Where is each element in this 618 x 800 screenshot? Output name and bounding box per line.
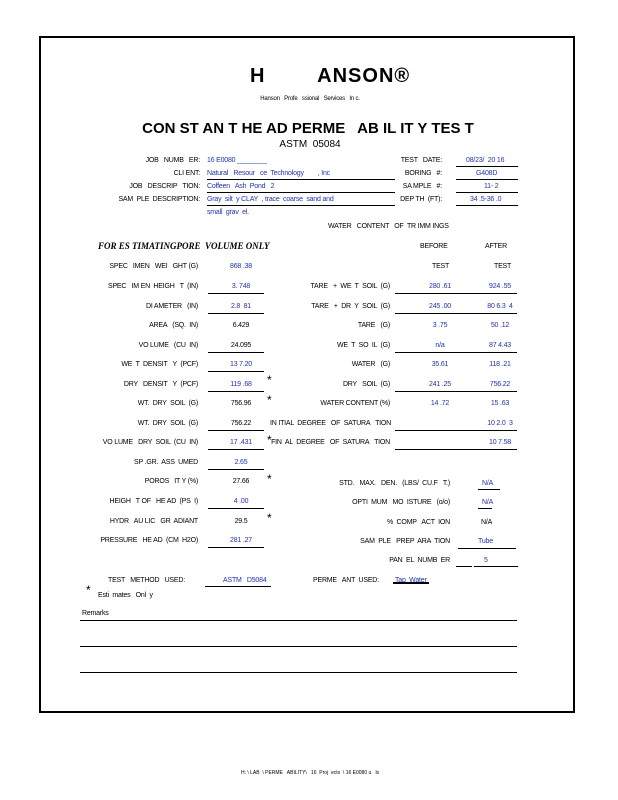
specimen-row-value: 4 .00 (233, 498, 249, 505)
specimen-row-value: 2.8 81 (230, 303, 251, 310)
specimen-row-value: 756.96 (230, 400, 252, 407)
before-test-label: TEST (432, 263, 450, 270)
water-row-after-value: 10 7.58 (489, 439, 511, 446)
specimen-row-underline (208, 371, 264, 372)
depth-underline (456, 205, 518, 206)
water-row-underline (395, 430, 517, 431)
specimen-row-label: DRY DENSIT Y (PCF) (123, 381, 198, 388)
panel-number-underline-left (456, 566, 472, 567)
boring-label: BORING #: (404, 170, 442, 177)
panel-number-underline (474, 566, 518, 567)
water-row-underline (395, 293, 517, 294)
test-method-value: ASTM D5084 (223, 577, 267, 584)
specimen-row-underline (208, 449, 264, 450)
water-row-label: WATER (G) (351, 361, 390, 368)
client-underline (207, 179, 395, 180)
specimen-row-underline (208, 508, 264, 509)
specimen-row-value: 119 .68 (230, 381, 252, 388)
permeant-label: PERME ANT USED: (313, 577, 379, 584)
water-row-label: IN ITIAL DEGREE OF SATURA TION (270, 420, 392, 427)
specimen-row-label: SPEC IM EN HEIGH T (IN) (107, 283, 198, 290)
test-method-underline (223, 586, 271, 587)
job-description-value: Coffeen Ash Pond 2 (207, 183, 275, 190)
water-row-label: FIN AL DEGREE OF SATURA TION (271, 439, 390, 446)
depth-value: 34 .5-36 .0 (470, 196, 502, 203)
water-row-after-value: 118 .21 (489, 361, 511, 368)
sample-description-value-2: small grav el. (207, 209, 249, 216)
specimen-row-value: 6.429 (232, 322, 250, 329)
test-method-underline-lead (205, 586, 223, 587)
water-row-before-value: 14 .72 (430, 400, 450, 407)
water-row-after-value: 10 2.0 3 (487, 420, 513, 427)
specimen-row-label: PRESSURE HE AD (CM H2O) (100, 537, 198, 544)
estimate-marker: * (267, 511, 272, 525)
water-row-after-value: 87 4.43 (489, 342, 511, 349)
specimen-row-label: VO LUME (CU IN) (138, 342, 198, 349)
specimen-row-value: 27.66 (232, 478, 250, 485)
panel-number-value: 5 (484, 557, 488, 564)
form-frame (39, 36, 575, 713)
compaction-label: % COMP ACT ION (386, 519, 450, 526)
water-row-before-value: 245 .00 (429, 303, 451, 310)
job-number-value: 16 E0080 ________ (207, 157, 267, 164)
specimen-row-label: WT. DRY SOIL (G) (137, 420, 198, 427)
water-row-label: TARE (G) (357, 322, 390, 329)
panel-number-label: PAN EL NUMB ER (389, 557, 450, 564)
specimen-row-underline (208, 293, 264, 294)
water-row-underline (395, 313, 517, 314)
job-description-underline (207, 192, 395, 193)
specimen-row-value: 17 .431 (230, 439, 252, 446)
client-value: Natural Resour ce Technology , Inc (207, 170, 330, 177)
water-row-after-value: 924 .55 (489, 283, 511, 290)
after-column-label: AFTER (485, 243, 507, 250)
water-row-after-value: 80 6.3 4 (487, 303, 513, 310)
optimum-moisture-label: OPTI MUM MO ISTURE (o/o) (352, 499, 450, 506)
specimen-row-underline (208, 313, 264, 314)
estimate-marker: * (86, 583, 91, 597)
water-row-before-value: n/a (435, 342, 445, 349)
specimen-row-underline (208, 547, 264, 548)
water-row-underline (395, 449, 517, 450)
test-date-underline (456, 166, 518, 167)
water-row-after-value: 15 .63 (490, 400, 510, 407)
compaction-value: N/A (481, 519, 493, 526)
specimen-row-value: 29.5 (234, 518, 248, 525)
specimen-row-value: 13 7.20 (230, 361, 252, 368)
water-row-underline (395, 391, 517, 392)
company-subtitle: Hanson Profe ssional Services In c. (260, 96, 360, 102)
specimen-row-label: AREA (SQ. IN) (149, 322, 198, 329)
specimen-row-underline (208, 352, 264, 353)
sample-number-value: 11- 2 (484, 183, 499, 190)
specimen-row-label: SP .GR. ASS UMED (134, 459, 198, 466)
water-content-trimmings-label: WATER CONTENT OF TR IMM INGS (328, 223, 449, 230)
water-row-before-value: 35.61 (431, 361, 449, 368)
water-row-before-value: 3 .75 (432, 322, 448, 329)
specimen-row-value: 2.65 (234, 459, 248, 466)
water-row-label: TARE + WE T SOIL (G) (310, 283, 390, 290)
estimate-marker: * (267, 373, 272, 387)
estimate-marker: * (267, 433, 272, 447)
estimating-label: FOR ES TIMATINGPORE VOLUME ONLY (98, 241, 270, 251)
specimen-row-underline (208, 430, 264, 431)
water-row-label: TARE + DR Y SOIL (G) (311, 303, 390, 310)
before-column-label: BEFORE (420, 243, 448, 250)
specimen-row-value: 24.095 (230, 342, 252, 349)
specimen-row-label: HEIGH T OF HE AD (PS I) (109, 498, 198, 505)
specimen-row-label: VO LUME DRY SOIL (CU IN) (102, 439, 198, 446)
specimen-row-label: DI AMETER (IN) (145, 303, 198, 310)
sample-description-label: SAM PLE DESCRIPTION: (118, 196, 200, 203)
test-method-label: TEST METHOD USED: (108, 577, 185, 584)
sample-preparation-value: Tube (478, 538, 493, 545)
water-row-label: WATER CONTENT (%) (320, 400, 390, 407)
remarks-line-2 (80, 646, 517, 647)
water-row-after-value: 756.22 (489, 381, 511, 388)
specimen-row-underline (208, 469, 264, 470)
client-label: CLI ENT: (173, 170, 200, 177)
sample-number-label: SA MPLE #: (402, 183, 442, 190)
specimen-row-label: HYDR AU LIC GR ADIANT (109, 518, 198, 525)
water-row-before-value: 241 .25 (429, 381, 451, 388)
water-row-after-value: 50 .12 (490, 322, 510, 329)
specimen-row-value: 281 .27 (230, 537, 252, 544)
footer-path: H: \ LAB \ PERME ABILITY\ 16 Proj ects \ 16 E0080 u ls (240, 770, 380, 776)
water-row-underline (395, 352, 517, 353)
specimen-row-label: SPEC IMEN WEI GHT (G) (109, 263, 198, 270)
remarks-label: Remarks (82, 610, 109, 617)
boring-underline (456, 179, 518, 180)
sample-preparation-underline (458, 548, 516, 549)
specimen-row-value: 868 .38 (230, 263, 252, 270)
job-number-label: JOB NUMB ER: (145, 157, 200, 164)
sample-number-underline (456, 192, 518, 193)
job-description-label: JOB DESCRIP TION: (129, 183, 200, 190)
water-row-before-value: 280 .61 (429, 283, 451, 290)
standard-label: ASTM 05084 (279, 139, 341, 150)
specimen-row-label: WT. DRY SOIL (G) (137, 400, 198, 407)
sample-description-underline (207, 205, 395, 206)
sample-preparation-label: SAM PLE PREP ARA TION (360, 538, 450, 545)
specimen-row-value: 756.22 (230, 420, 252, 427)
depth-label: DEP TH (FT): (400, 196, 442, 203)
remarks-line-1 (80, 620, 517, 621)
estimate-marker: * (267, 472, 272, 486)
estimates-only-label: Esti mates Onl y (98, 592, 153, 599)
test-date-label: TEST DATE: (400, 157, 442, 164)
after-test-label: TEST (494, 263, 512, 270)
specimen-row-underline (208, 391, 264, 392)
sample-description-value-1: Gray silt y CLAY , trace coarse sand and (207, 196, 334, 203)
std-max-density-value: N/A (482, 480, 494, 487)
permeant-underline (393, 582, 429, 584)
permeant-value: Tap Water (395, 577, 427, 584)
page-title: CON ST AN T HE AD PERME AB IL IT Y TES T (142, 120, 474, 137)
std-max-density-underline (478, 489, 500, 490)
std-max-density-label: STD. MAX. DEN. (LBS/ CU.F T.) (339, 480, 450, 487)
remarks-line-3 (80, 672, 517, 673)
test-date-value: 08/23/ 20 16 (466, 157, 505, 164)
specimen-row-label: POROS IT Y (%) (144, 478, 198, 485)
optimum-moisture-underline (478, 508, 492, 509)
company-logo: H ANSON® (250, 65, 411, 87)
optimum-moisture-value: N/A (482, 499, 494, 506)
estimate-marker: * (267, 393, 272, 407)
specimen-row-label: WE T DENSIT Y (PCF) (121, 361, 198, 368)
boring-value: G408D (476, 170, 498, 177)
water-row-label: DRY SOIL (G) (342, 381, 390, 388)
specimen-row-value: 3. 748 (231, 283, 251, 290)
water-row-label: WE T SO IL (G) (336, 342, 390, 349)
